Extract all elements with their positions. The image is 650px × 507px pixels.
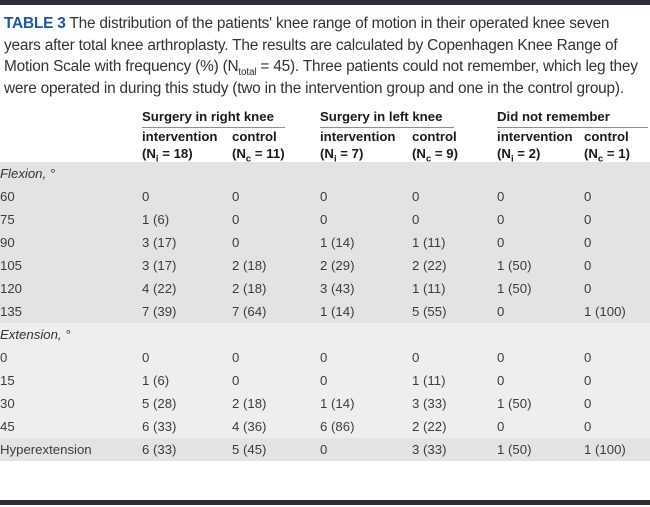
value-cell: 1 (50)	[497, 392, 584, 415]
value-cell: 1 (50)	[497, 254, 584, 277]
row-label: Hyperextension	[0, 438, 142, 461]
value-cell: 0	[584, 369, 650, 392]
column-header-control-1	[232, 128, 320, 165]
column-header-intervention-1	[142, 128, 232, 165]
row-label: 60	[0, 185, 142, 208]
value-cell: 7 (39)	[142, 300, 232, 323]
table-row	[0, 415, 650, 438]
value-cell: 0	[232, 231, 320, 254]
value-cell: 1 (11)	[412, 231, 497, 254]
value-cell: 0	[497, 369, 584, 392]
value-cell: 0	[142, 185, 232, 208]
value-cell: 0	[497, 208, 584, 231]
table-row	[0, 392, 650, 415]
value-cell: 2 (29)	[320, 254, 412, 277]
table-row	[0, 231, 650, 254]
column-n: $(N_c = 9)$	[412, 146, 458, 165]
row-label: 120	[0, 277, 142, 300]
group-header-row	[0, 106, 650, 128]
value-cell: 0	[320, 346, 412, 369]
value-cell: 2 (18)	[232, 254, 320, 277]
column-n: $(N_i = 7)$	[320, 146, 364, 165]
column-header-control-3	[584, 128, 650, 165]
value-cell: 0	[497, 231, 584, 254]
value-cell: 0	[232, 185, 320, 208]
row-label: 45	[0, 415, 142, 438]
value-cell: 2 (18)	[232, 392, 320, 415]
row-label: 75	[0, 208, 142, 231]
row-label: 105	[0, 254, 142, 277]
value-cell: 0	[497, 300, 584, 323]
empty-header-cell	[0, 106, 142, 128]
value-cell: 0	[584, 392, 650, 415]
caption-n-subscript: total	[238, 67, 257, 79]
value-cell: 0	[584, 415, 650, 438]
value-cell: 1 (6)	[142, 208, 232, 231]
table-row	[0, 346, 650, 369]
value-cell: 0	[584, 231, 650, 254]
group-label: Surgery in left knee	[320, 109, 454, 128]
value-cell: 2 (22)	[412, 415, 497, 438]
value-cell: 0	[584, 346, 650, 369]
column-label: control	[412, 129, 457, 144]
value-cell: 6 (86)	[320, 415, 412, 438]
value-cell: 3 (33)	[412, 392, 497, 415]
value-cell: 3 (17)	[142, 231, 232, 254]
value-cell: 1 (11)	[412, 369, 497, 392]
row-label: 135	[0, 300, 142, 323]
column-label: intervention	[497, 129, 573, 144]
group-label: Did not remember	[497, 109, 648, 128]
value-cell: 0	[412, 185, 497, 208]
section-label: Flexion, °	[0, 162, 650, 185]
table-caption	[4, 13, 646, 99]
value-cell: 0	[320, 185, 412, 208]
empty-header-cell	[0, 128, 142, 162]
section-row	[0, 323, 650, 346]
column-header-control-2	[412, 128, 497, 165]
value-cell: 1 (14)	[320, 300, 412, 323]
value-cell: 1 (11)	[412, 277, 497, 300]
column-label: control	[232, 129, 277, 144]
caption-text-before: The distribution of the patients' knee range of motion in their operated knee seven years after total knee arthroplasty. The results are calculated by Copenhagen Knee Range of Motion Scale with frequency (%) (N	[4, 15, 618, 75]
column-n: $(N_c = 1)$	[584, 146, 631, 165]
value-cell: 5 (28)	[142, 392, 232, 415]
value-cell: 0	[320, 369, 412, 392]
value-cell: 0	[497, 415, 584, 438]
table-row	[0, 300, 650, 323]
bottom-rule	[0, 500, 650, 505]
column-label: intervention	[320, 129, 396, 144]
table-row	[0, 438, 650, 461]
value-cell: 4 (36)	[232, 415, 320, 438]
value-cell: 1 (100)	[584, 438, 650, 461]
group-header-did-not-remember	[497, 106, 650, 128]
column-n: $(N_c = 11)$	[232, 146, 285, 165]
value-cell: 0	[232, 346, 320, 369]
value-cell: 0	[320, 208, 412, 231]
column-n: $(N_i = 18)$	[142, 146, 193, 165]
section-label: Extension, °	[0, 323, 650, 346]
value-cell: 5 (55)	[412, 300, 497, 323]
table-row	[0, 208, 650, 231]
column-n: $(N_i = 2)$	[497, 146, 541, 165]
row-label: 0	[0, 346, 142, 369]
value-cell: 0	[584, 208, 650, 231]
column-header-intervention-2	[320, 128, 412, 165]
value-cell: 0	[412, 346, 497, 369]
value-cell: 6 (33)	[142, 438, 232, 461]
value-cell: 0	[584, 254, 650, 277]
value-cell: 0	[584, 277, 650, 300]
value-cell: 0	[320, 438, 412, 461]
value-cell: 7 (64)	[232, 300, 320, 323]
value-cell: 0	[497, 185, 584, 208]
value-cell: 4 (22)	[142, 277, 232, 300]
table-row	[0, 185, 650, 208]
row-label: 30	[0, 392, 142, 415]
value-cell: 0	[142, 346, 232, 369]
caption-text-after: = 45). Three patients could not remember, which leg they were operated in during this study (two in the intervention group and one in the control group).	[4, 58, 638, 97]
value-cell: 3 (33)	[412, 438, 497, 461]
value-cell: 1 (100)	[584, 300, 650, 323]
value-cell: 2 (22)	[412, 254, 497, 277]
value-cell: 3 (17)	[142, 254, 232, 277]
column-label: control	[584, 129, 629, 144]
value-cell: 5 (45)	[232, 438, 320, 461]
value-cell: 0	[497, 346, 584, 369]
value-cell: 0	[232, 208, 320, 231]
group-label: Surgery in right knee	[142, 109, 285, 128]
value-cell: 0	[412, 208, 497, 231]
row-label: 90	[0, 231, 142, 254]
value-cell: 0	[232, 369, 320, 392]
table-row	[0, 277, 650, 300]
value-cell: 2 (18)	[232, 277, 320, 300]
value-cell: 6 (33)	[142, 415, 232, 438]
value-cell: 1 (50)	[497, 277, 584, 300]
table-number: TABLE 3	[4, 15, 66, 32]
column-label: intervention	[142, 129, 218, 144]
value-cell: 1 (14)	[320, 392, 412, 415]
value-cell: 1 (6)	[142, 369, 232, 392]
section-row	[0, 162, 650, 185]
column-header-intervention-3	[497, 128, 584, 165]
value-cell: 1 (50)	[497, 438, 584, 461]
value-cell: 3 (43)	[320, 277, 412, 300]
value-cell: 0	[584, 185, 650, 208]
group-header-left-knee	[320, 106, 497, 128]
row-label: 15	[0, 369, 142, 392]
knee-rom-table	[0, 106, 650, 461]
value-cell: 1 (14)	[320, 231, 412, 254]
group-header-right-knee	[142, 106, 320, 128]
top-rule	[0, 0, 650, 5]
column-header-row	[0, 128, 650, 162]
table-row	[0, 369, 650, 392]
table-row	[0, 254, 650, 277]
